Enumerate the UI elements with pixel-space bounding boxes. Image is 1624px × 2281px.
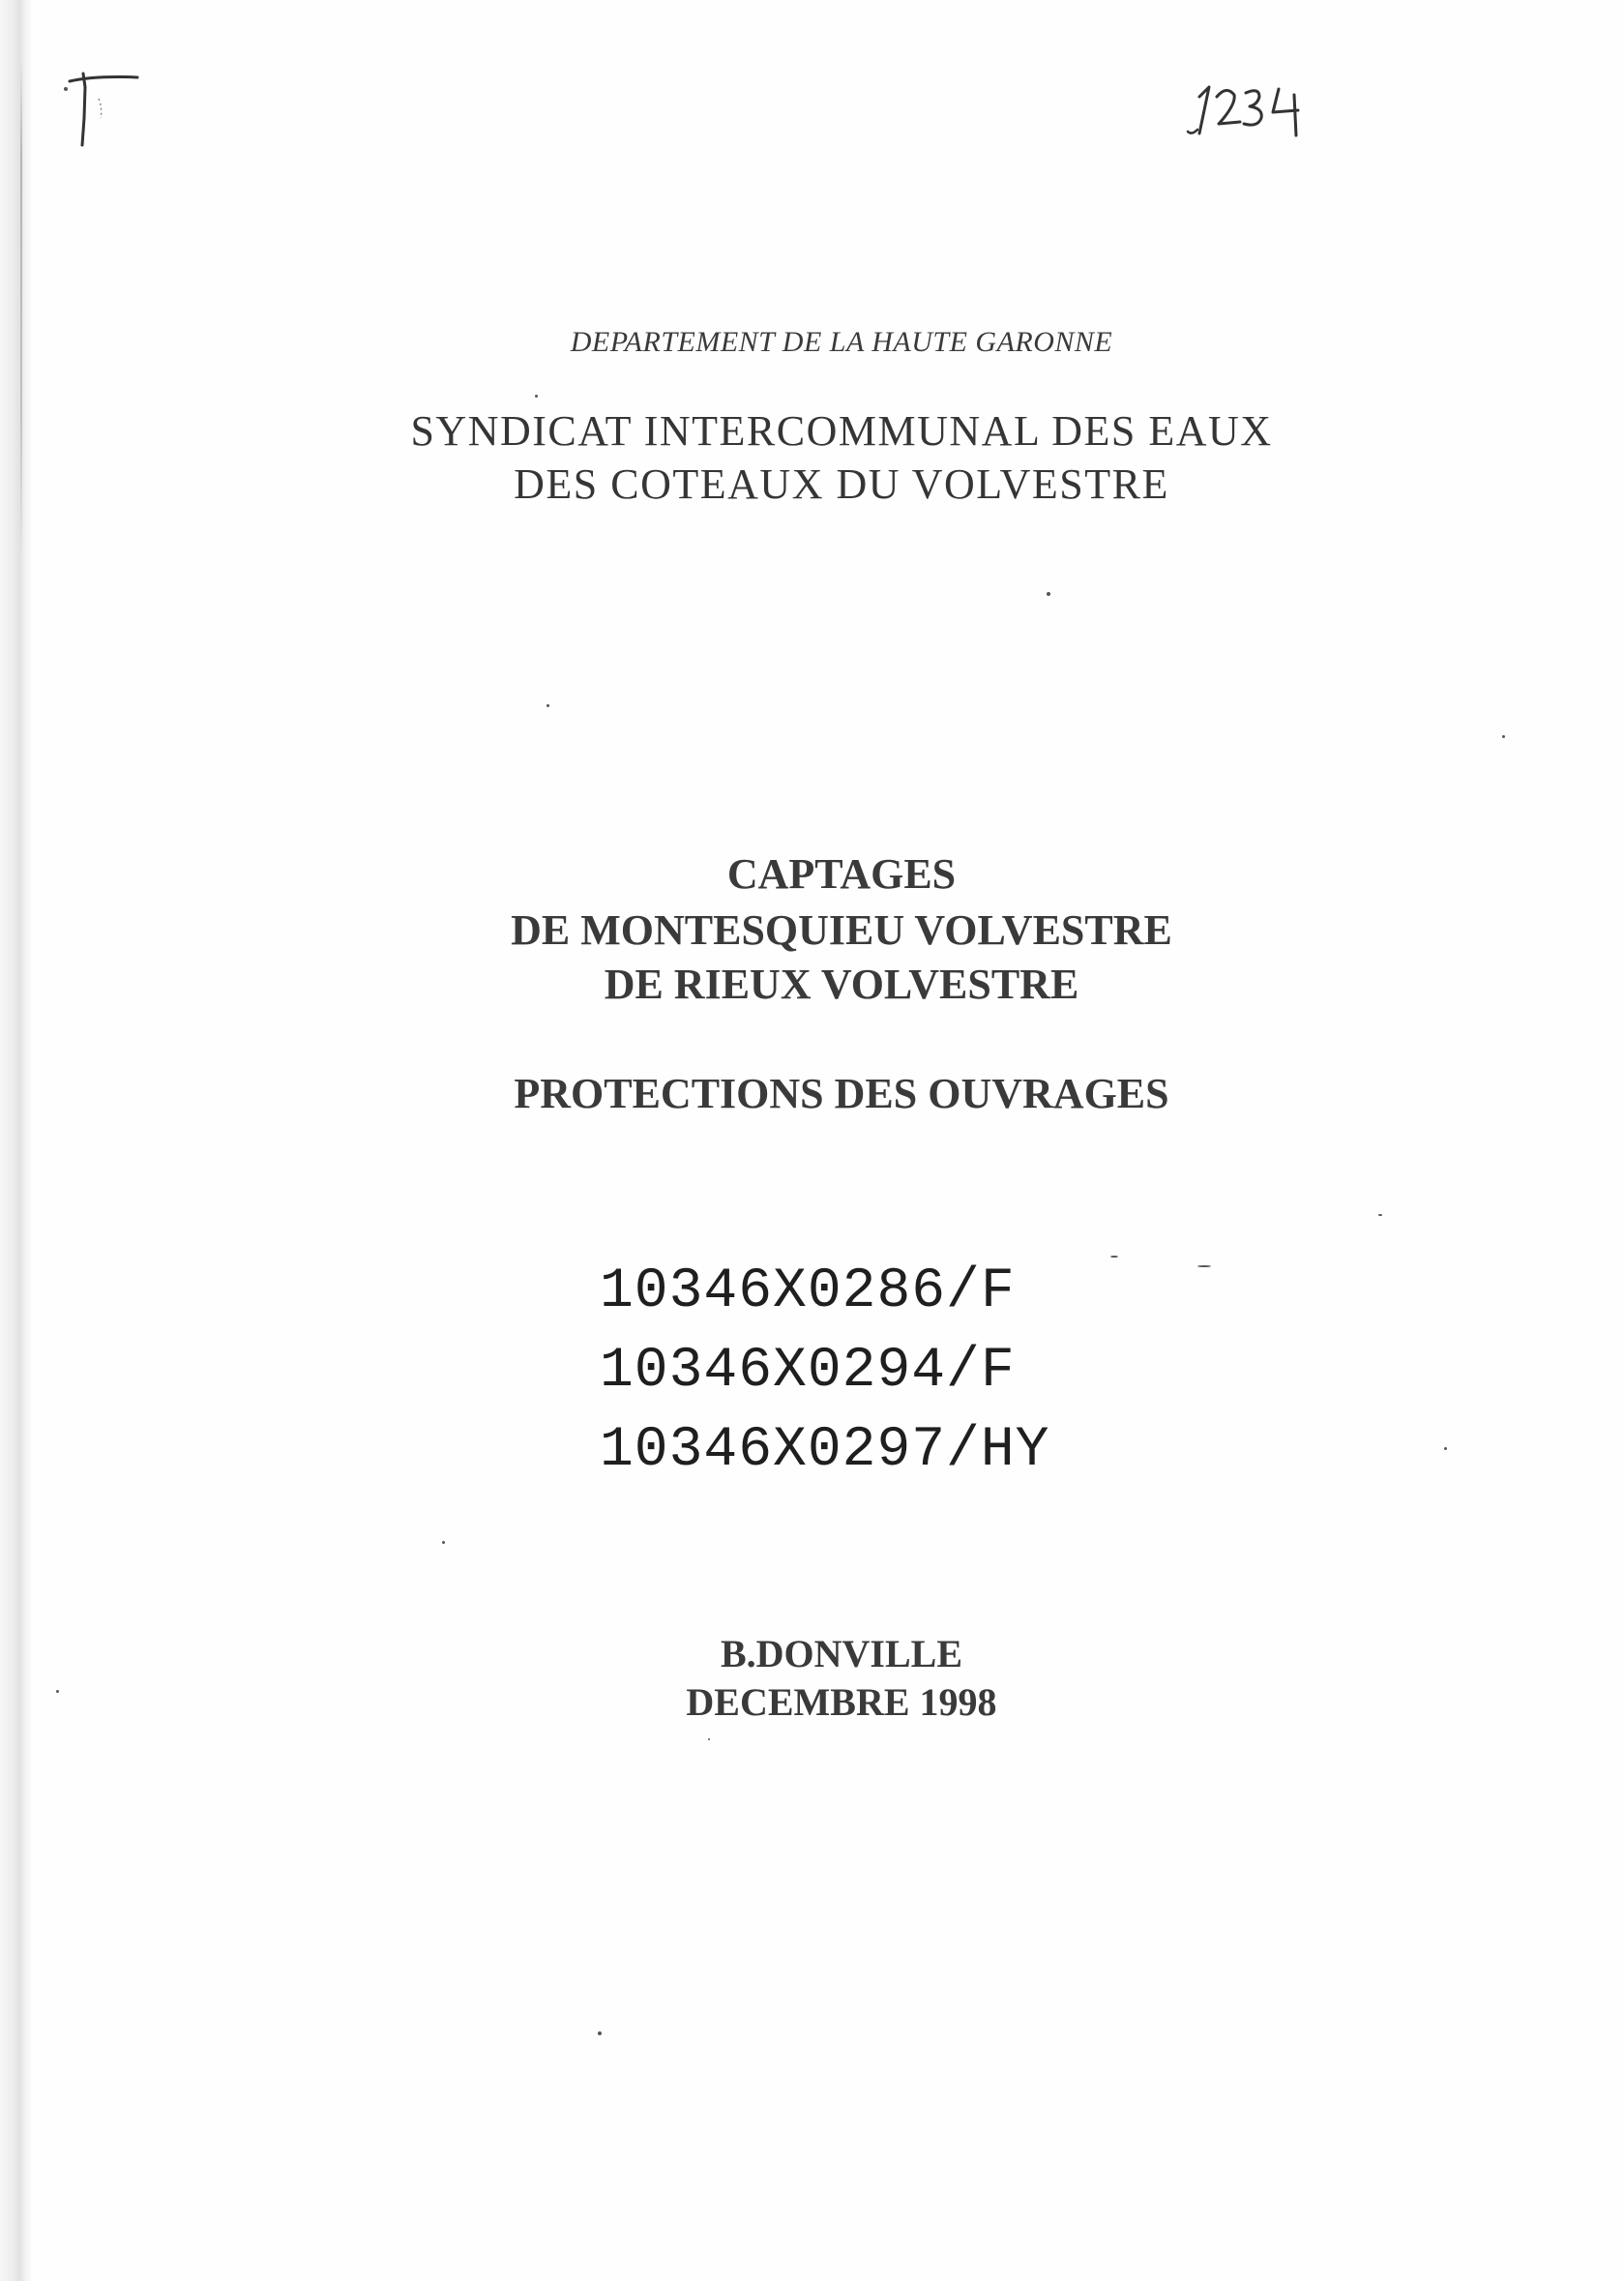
handwritten-mark-top-left [56,60,162,157]
date: DECEMBRE 1998 [686,1680,997,1724]
subtitle: PROTECTIONS DES OUVRAGES [514,1070,1169,1117]
scan-speck [442,1541,445,1544]
code-item: 10346X0286/F [600,1260,1016,1323]
scan-speck [1197,1265,1211,1267]
syndicat-line-2: DES COTEAUX DU VOLVESTRE [514,460,1169,508]
scan-speck [1444,1447,1447,1450]
scan-speck [708,1738,710,1740]
title-line-2: DE MONTESQUIEU VOLVESTRE [511,906,1172,954]
scan-speck [546,704,549,707]
code-list [600,1253,1049,1491]
author: B.DONVILLE [720,1632,963,1675]
title-line-3: DE RIEUX VOLVESTRE [604,961,1079,1008]
code-item: 10346X0294/F [600,1340,1016,1403]
scan-speck [1110,1256,1118,1258]
scan-speck [56,1690,59,1693]
code-item: 10346X0297/HY [600,1419,1050,1482]
department-line: DEPARTEMENT DE LA HAUTE GARONNE [570,326,1113,358]
handwritten-number-top-right [1182,75,1317,143]
scan-speck [1502,735,1505,738]
scan-speck [1047,592,1050,596]
scan-speck [535,395,538,398]
scan-speck [598,2031,602,2035]
title-line-1: CAPTAGES [726,850,957,898]
syndicat-line-1: SYNDICAT INTERCOMMUNAL DES EAUX [410,407,1273,455]
scan-speck [1378,1214,1382,1216]
